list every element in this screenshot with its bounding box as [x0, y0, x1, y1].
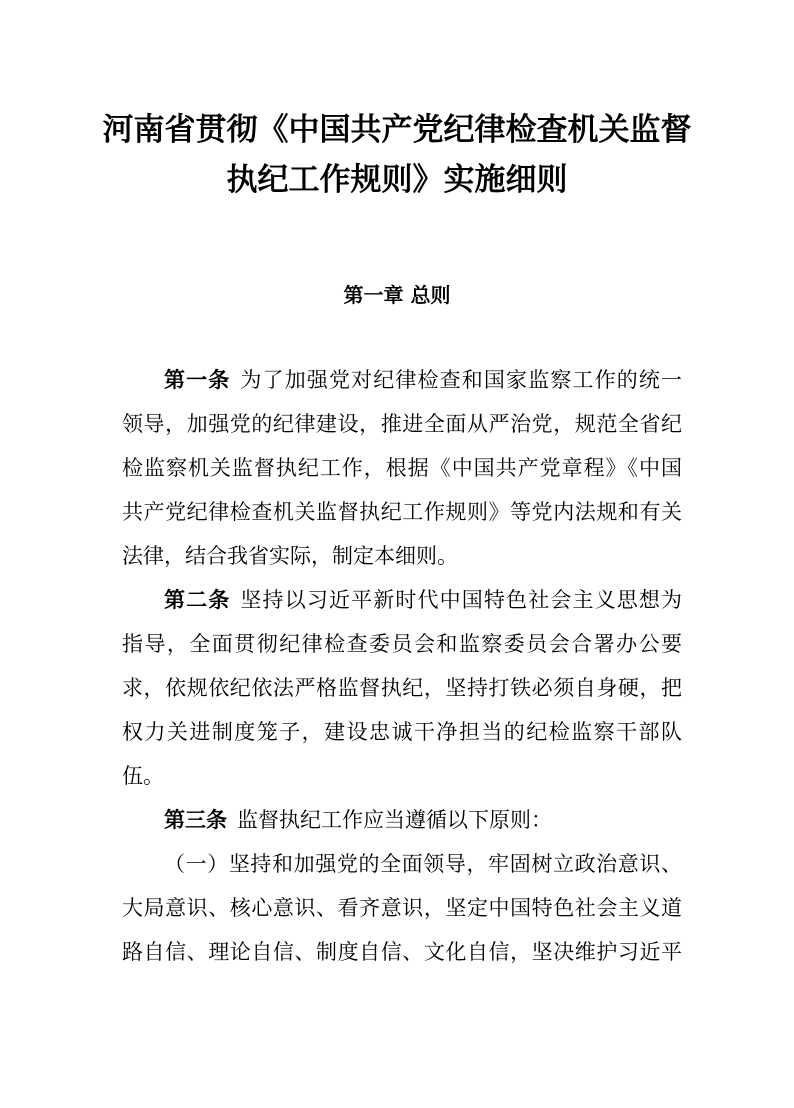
article-2-text-1: 坚持以习近平新时代中国特色社会主义思想为: [240, 588, 683, 612]
article-3-label: 第三条: [164, 808, 227, 832]
article-1-line-5: 法律，结合我省实际，制定本细则。: [122, 544, 458, 568]
article-2-line-4: 权力关进制度笼子，建设忠诚干净担当的纪检监察干部队: [122, 720, 682, 744]
article-1-line-2: 领导，加强党的纪律建设，推进全面从严治党，规范全省纪: [122, 412, 682, 436]
article-1-line-4: 共产党纪律检查机关监督执纪工作规则》等党内法规和有关: [122, 500, 682, 524]
article-2-line-1: [122, 580, 682, 620]
chapter-heading: 第一章 总则: [343, 283, 451, 307]
article-3-line-1: [122, 800, 682, 840]
article-1-text-1: 为了加强党对纪律检查和国家监察工作的统一: [240, 368, 683, 392]
article-1-line-3: 检监察机关监督执纪工作，根据《中国共产党章程》《中国: [122, 456, 682, 480]
clause-1-line-2: 大局意识、核心意识、看齐意识，坚定中国特色社会主义道: [122, 896, 682, 920]
article-2-line-2: 指导，全面贯彻纪律检查委员会和监察委员会合署办公要: [122, 632, 682, 656]
article-1-line-1: [122, 360, 682, 400]
clause-1-line-3: 路自信、理论自信、制度自信、文化自信，坚决维护习近平: [122, 940, 682, 964]
clause-1-line-1: （一）坚持和加强党的全面领导，牢固树立政治意识、: [164, 852, 682, 876]
document-title-line-1: 河南省贯彻《中国共产党纪律检查机关监督: [102, 112, 692, 148]
article-3-text-1: 监督执纪工作应当遵循以下原则：: [237, 808, 552, 832]
document-title-line-2: 执纪工作规则》实施细则: [226, 162, 568, 198]
article-2-label: 第二条: [164, 588, 231, 612]
article-1-label: 第一条: [164, 368, 231, 392]
article-2-line-5: 伍。: [122, 764, 164, 788]
article-2-line-3: 求，依规依纪依法严格监督执纪，坚持打铁必须自身硬，把: [122, 676, 682, 700]
